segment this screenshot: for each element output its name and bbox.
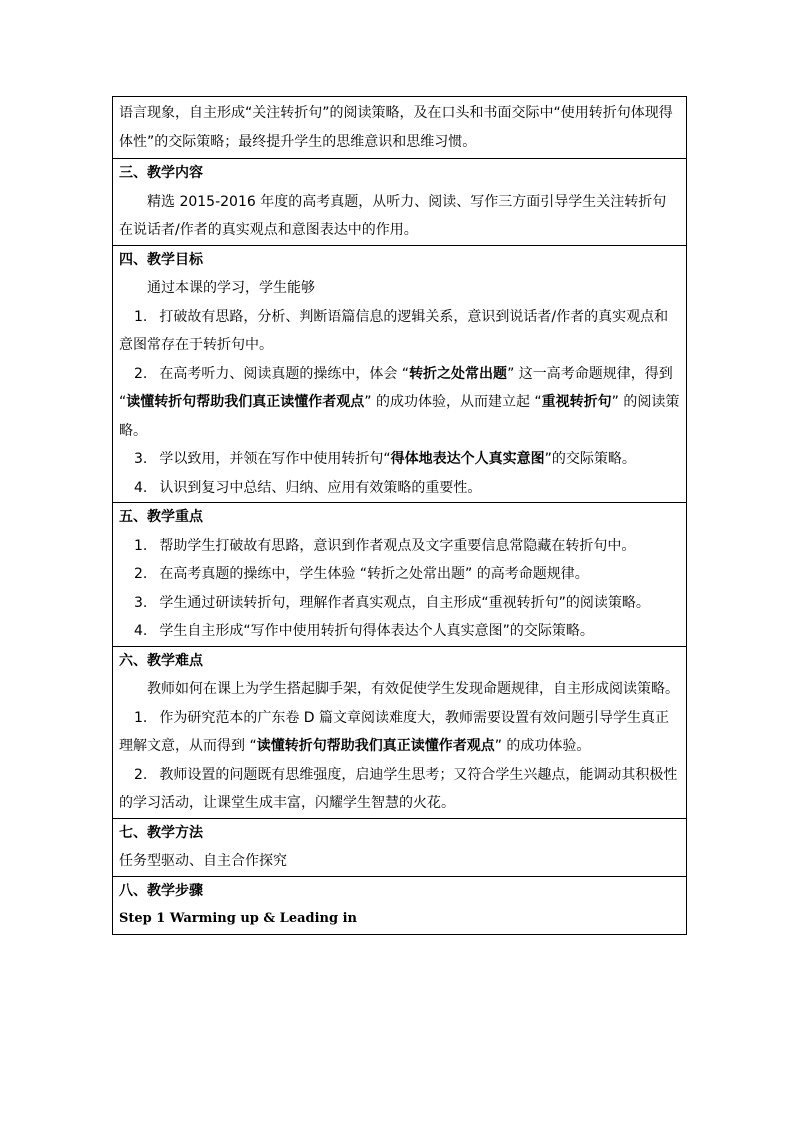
objective-text-mid: ” 的成功体验，从而建立起 “ [364, 394, 542, 410]
intro-cell [113, 97, 687, 159]
key-point-item [119, 589, 680, 618]
key-point-text: 帮助学生打破故有思路，意识到作者观点及文字重要信息常隐藏在转折句中。 [159, 537, 636, 554]
key-point-item [119, 560, 680, 589]
list-number: 1. [134, 537, 148, 554]
section-5-heading: 五、教学重点 [119, 509, 203, 525]
list-number: 3. [134, 451, 148, 467]
objective-item [119, 303, 680, 360]
difficulty-emphasis: 读懂转折句帮助我们真正读懂作者观点 [256, 738, 495, 754]
objective-text-pre: 在高考听力、阅读真题的操练中，体会 “ [159, 365, 410, 382]
list-number: 3. [134, 594, 148, 611]
section-4-row [113, 245, 687, 503]
difficulty-text: 教师设置的问题既有思维强度，启迪学生思考；又符合学生兴趣点，能调动其积极性的学习活动，让课堂生成丰富，闪耀学生智慧的火花。 [119, 766, 678, 811]
objective-text: 认识到复习中总结、归纳、应用有效策略的重要性。 [159, 479, 482, 496]
list-number: 4. [134, 623, 148, 639]
key-point-text: 学生自主形成“写作中使用转折句得体表达个人真实意图”的交际策略。 [159, 623, 594, 639]
objective-item [119, 360, 680, 446]
objective-item [119, 474, 680, 503]
section-7-heading: 七、教学方法 [119, 824, 203, 841]
section-6-lead: 教师如何在课上为学生搭起脚手架，有效促使学生发现命题规律，自主形成阅读策略。 [147, 681, 679, 697]
list-number: 2. [134, 766, 148, 783]
intro-row [113, 97, 687, 159]
list-number: 2. [134, 566, 148, 582]
section-5-row [113, 503, 687, 647]
section-3-heading: 三、教学内容 [119, 165, 203, 181]
key-point-item [119, 617, 680, 646]
section-7-cell [113, 818, 687, 876]
key-point-item [119, 532, 680, 561]
intro-text: 语言现象，自主形成“关注转折句”的阅读策略，及在口头和书面交际中“使用转折句体现得体性”的交际策略；最终提升学生的思维意识和思维习惯。 [119, 105, 673, 150]
objective-emphasis: 读懂转折句帮助我们真正读懂作者观点 [126, 394, 365, 410]
section-4-heading: 四、教学目标 [119, 251, 203, 268]
difficulty-item [119, 704, 680, 761]
list-number: 1. [134, 308, 148, 325]
section-5-cell [113, 503, 687, 647]
key-point-text: 学生通过研读转折句，理解作者真实观点，自主形成“重视转折句”的阅读策略。 [159, 594, 650, 611]
objective-emphasis: 得体地表达个人真实意图 [390, 451, 545, 467]
objective-emphasis: 转折之处常出题 [409, 365, 508, 382]
lesson-plan-table [112, 96, 687, 935]
section-6-heading: 六、教学难点 [119, 652, 203, 669]
objective-text-pre: 学以致用，并领在写作中使用转折句“ [159, 451, 391, 467]
section-6-cell [113, 646, 687, 818]
objective-text-mid: ” 这一高考命题规律，得到 “ [119, 365, 673, 410]
objective-text-post: ”的交际策略。 [544, 451, 636, 467]
section-3-row [113, 159, 687, 246]
section-4-cell [113, 245, 687, 503]
list-number: 4. [134, 479, 148, 496]
section-8-heading: 八、教学步骤 [119, 882, 203, 899]
objective-text: 打破故有思路，分析、判断语篇信息的逻辑关系，意识到说话者/作者的真实观点和意图常存在于转折句中。 [119, 308, 669, 353]
section-8-cell [113, 876, 687, 934]
section-7-text: 任务型驱动、自主合作探究 [119, 853, 287, 869]
list-number: 2. [134, 365, 148, 382]
section-3-text: 精选 2015-2016 年度的高考真题，从听力、阅读、写作三方面引导学生关注转折句在说话者/作者的真实观点和意图表达中的作用。 [119, 193, 667, 238]
difficulty-text-post: ” 的成功体验。 [494, 738, 591, 754]
difficulty-text-pre: 作为研究范本的广东卷 D 篇文章阅读难度大，教师需要设置有效问题引导学生真正理解文意，从而得到 “ [119, 709, 670, 754]
section-4-lead: 通过本课的学习，学生能够 [147, 280, 315, 296]
objective-item [119, 445, 680, 474]
objective-emphasis: 重视转折句 [541, 394, 612, 410]
section-7-row [113, 818, 687, 876]
section-3-cell [113, 159, 687, 246]
section-6-row [113, 646, 687, 818]
difficulty-item [119, 761, 680, 818]
list-number: 1. [134, 709, 148, 726]
step-1-title: Step 1 Warming up & Leading in [119, 911, 358, 926]
key-point-text: 在高考真题的操练中，学生体验 “转折之处常出题” 的高考命题规律。 [159, 566, 589, 582]
section-8-row [113, 876, 687, 934]
objective-text-post: ” 的阅读策略。 [119, 394, 680, 439]
